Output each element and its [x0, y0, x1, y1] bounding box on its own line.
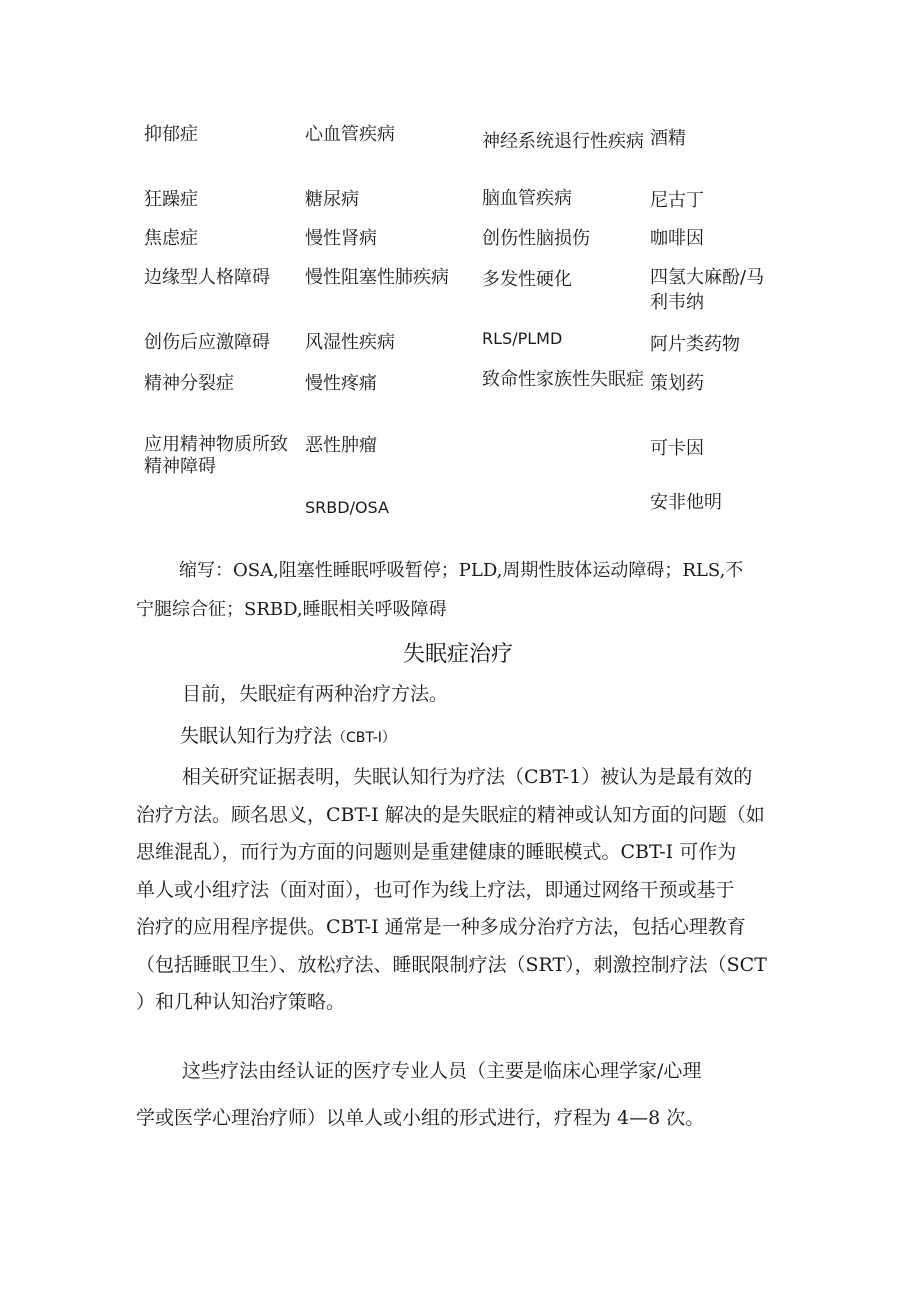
table-cell: 安非他明	[650, 492, 722, 513]
section-title: 失眠症治疗	[403, 642, 514, 667]
table-cell: 恶性肿瘤	[305, 435, 377, 456]
table-cell: RLS/PLMD	[482, 329, 563, 348]
paragraph-line: 这些疗法由经认证的医疗专业人员（主要是临床心理学家/心理	[182, 1060, 702, 1082]
paragraph-line: 相关研究证据表明，失眠认知行为疗法（CBT-1）被认为是最有效的	[182, 766, 753, 788]
paragraph-line: （包括睡眠卫生）、放松疗法、睡眠限制疗法（SRT），刺激控制疗法（SCT	[136, 954, 767, 976]
table-cell: 抑郁症	[144, 124, 198, 145]
table-cell: 精神分裂症	[144, 373, 234, 394]
table-cell: 神经系统退行性疾病	[482, 131, 644, 152]
table-cell: 脑血管疾病	[482, 188, 572, 209]
table-cell: 风湿性疾病	[305, 332, 395, 353]
table-cell: 尼古丁	[650, 190, 704, 211]
paragraph-line: 学或医学心理治疗师）以单人或小组的形式进行，疗程为 4—8 次。	[136, 1107, 705, 1129]
table-cell: 慢性阻塞性肺疾病	[305, 267, 449, 288]
table-cell: SRBD/OSA	[305, 498, 389, 517]
paragraph-line: 治疗方法。顾名思义，CBT-I 解决的是失眠症的精神或认知方面的问题（如	[136, 804, 765, 826]
abbreviation-line: 宁腿综合征；SRBD,睡眠相关呼吸障碍	[136, 599, 447, 620]
table-cell: 慢性肾病	[305, 228, 377, 249]
table-cell: 焦虑症	[144, 228, 198, 249]
table-cell: 心血管疾病	[305, 124, 395, 145]
table-cell: 狂躁症	[144, 189, 198, 210]
subheading	[180, 722, 396, 752]
table-cell: 阿片类药物	[650, 334, 740, 355]
table-cell: 创伤性脑损伤	[482, 228, 590, 249]
paragraph-line: 单人或小组疗法（面对面），也可作为线上疗法，即通过网络干预或基于	[136, 879, 735, 901]
table-cell: 四氢大麻酚/马 利韦纳	[650, 267, 765, 313]
table-cell: 致命性家族性失眠症	[482, 369, 644, 390]
paragraph-line: 思维混乱），而行为方面的问题则是重建健康的睡眠模式。CBT-I 可作为	[136, 841, 737, 863]
subheading-title: 失眠认知行为疗法	[180, 725, 333, 747]
table-cell: 咖啡因	[650, 228, 704, 249]
table-cell: 边缘型人格障碍	[144, 267, 270, 288]
table-cell: 应用精神物质所致 精神障碍	[144, 434, 288, 477]
table-cell: 酒精	[650, 128, 686, 149]
table-cell: 糖尿病	[305, 189, 359, 210]
subheading-abbr: （CBT-I）	[332, 730, 396, 746]
table-cell: 创伤后应激障碍	[144, 332, 270, 353]
paragraph-line: ）和几种认知治疗策略。	[136, 991, 346, 1013]
abbreviation-line: 缩写：OSA,阻塞性睡眠呼吸暂停；PLD,周期性肢体运动障碍；RLS,不	[179, 560, 744, 581]
table-cell: 可卡因	[650, 438, 704, 459]
intro-text: 目前，失眠症有两种治疗方法。	[182, 683, 449, 705]
paragraph-line: 治疗的应用程序提供。CBT-I 通常是一种多成分治疗方法，包括心理教育	[136, 916, 746, 938]
table-cell: 慢性疼痛	[305, 373, 377, 394]
table-cell: 多发性硬化	[482, 269, 572, 290]
table-cell: 策划药	[650, 373, 704, 394]
